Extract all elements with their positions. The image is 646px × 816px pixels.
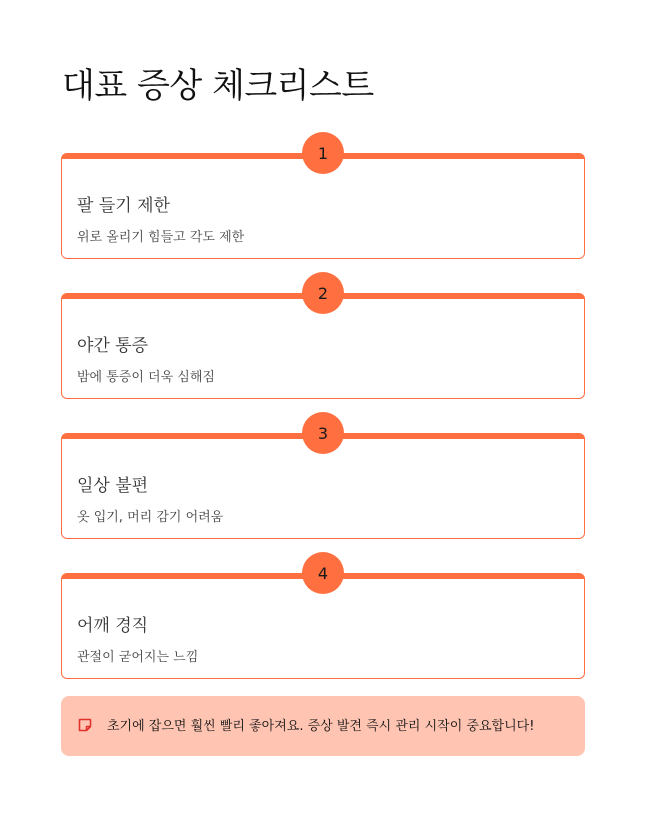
step-number-badge: 1	[302, 132, 344, 174]
tip-note	[61, 696, 585, 756]
symptom-title: 일상 불편	[77, 476, 149, 496]
symptom-description: 위로 올리기 힘들고 각도 제한	[77, 230, 245, 245]
symptom-card-1	[61, 143, 585, 259]
tip-text: 초기에 잡으면 훨씬 빨리 좋아져요. 증상 발견 즉시 관리 시작이 중요합니다!	[107, 719, 535, 734]
symptom-description: 밤에 통증이 더욱 심해짐	[77, 370, 215, 385]
symptom-description: 관절이 굳어지는 느낌	[77, 650, 199, 665]
page-title: 대표 증상 체크리스트	[62, 66, 374, 106]
symptom-title: 어깨 경직	[77, 616, 149, 636]
symptom-card-3	[61, 423, 585, 539]
step-number-badge: 3	[302, 412, 344, 454]
symptom-card-4	[61, 563, 585, 679]
step-number-badge: 2	[302, 272, 344, 314]
symptom-description: 옷 입기, 머리 감기 어려움	[77, 510, 224, 525]
step-number-badge: 4	[302, 552, 344, 594]
symptom-title: 야간 통증	[77, 336, 149, 356]
symptom-title: 팔 들기 제한	[77, 196, 170, 216]
symptom-card-2	[61, 283, 585, 399]
note-icon	[77, 717, 93, 733]
